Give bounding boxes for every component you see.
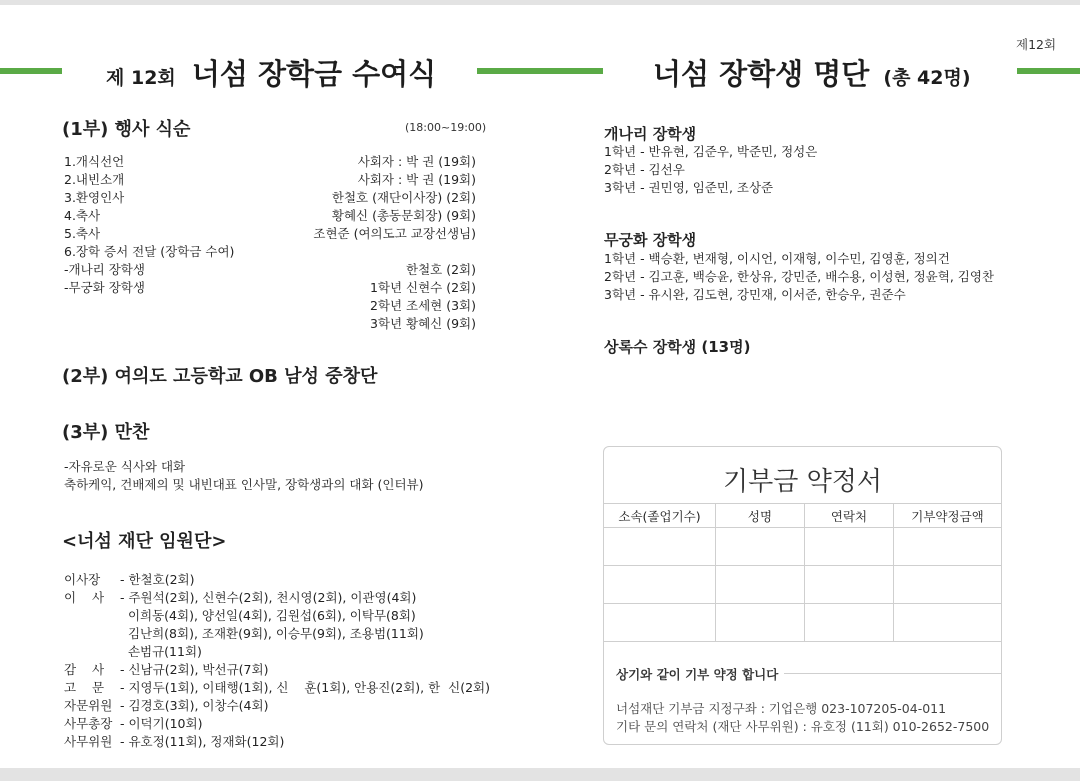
program-row [64,189,476,207]
officer-role: 사무총장 [64,716,113,731]
program-page [0,5,1080,768]
pledge-col-amount: 기부약정금액 [894,504,1002,528]
part1-time: (18:00~19:00) [405,121,487,134]
program-person: 한철호 (2회) [406,262,476,277]
pledge-col-contact: 연락처 [805,504,894,528]
pledge-contact: 기타 문의 연락처 (재단 사무위원) : 유호정 (11회) 010-2652-7500 [616,719,990,734]
officers-heading: <너섬 재단 임원단> [62,531,227,552]
pledge-cell[interactable] [894,604,1002,642]
program-row [64,225,476,243]
officer-row [64,697,268,715]
left-title [106,52,436,93]
officer-names: - 이덕기(10회) [120,716,203,731]
right-title-main: 너섬 장학생 명단 [653,57,870,91]
officer-names: - 유호정(11회), 정재화(12회) [120,734,285,749]
officer-names: - 신남규(2회), 박선규(7회) [120,662,269,677]
pledge-title: 기부금 약정서 [723,467,882,497]
officer-role: 감 사 [64,662,105,677]
pledge-cell[interactable] [894,528,1002,566]
program-row [64,279,476,297]
program-person: 황혜신 (총동문회장) (9회) [331,208,476,223]
pledge-cell[interactable] [805,528,894,566]
officer-role: 이사장 [64,572,101,587]
program-row [64,297,476,315]
officer-row [64,733,284,751]
program-person: 사회자 : 박 권 (19회) [357,154,476,169]
left-title-main: 너섬 장학금 수여식 [191,57,437,91]
pledge-header-row [604,504,1001,528]
header-bar-middle [477,68,603,74]
pledge-cell[interactable] [604,528,716,566]
officer-role: 사무위원 [64,734,113,749]
program-item: 2.내빈소개 [64,172,125,187]
mugunghwa-line-2: 2학년 - 김고훈, 백승윤, 한상유, 강민준, 배수용, 이성현, 정윤혁, 김영찬 [604,269,994,284]
part3-heading: (3부) 만찬 [62,422,150,443]
pledge-statement: 상기와 같이 기부 약정 합니다 [616,667,779,682]
program-row [64,207,476,225]
pledge-account: 너섬재단 기부금 지정구좌 : 기업은행 023-107205-04-011 [616,701,947,716]
header-bar-left [0,68,62,74]
header-bar-right [1017,68,1080,74]
pledge-cell[interactable] [805,604,894,642]
sangroksu-heading: 상록수 장학생 (13명) [604,338,751,356]
pledge-col-affiliation: 소속(졸업기수) [604,504,716,528]
program-item: 1.개식선언 [64,154,125,169]
program-person: 한철호 (재단이사장) (2회) [331,190,476,205]
gaenari-heading: 개나리 장학생 [604,125,697,143]
officer-role: 이 사 [64,590,105,605]
officer-names: - 김경호(3회), 이창수(4회) [120,698,269,713]
mugunghwa-line-3: 3학년 - 유시완, 김도현, 강민재, 이서준, 한승우, 권준수 [604,287,906,302]
program-person: 1학년 신현수 (2회) [369,280,476,295]
program-row [64,315,476,333]
gaenari-line-2: 2학년 - 김선우 [604,162,685,177]
program-person: 조현준 (여의도고 교장선생님) [313,226,476,241]
officer-row [64,589,416,607]
program-row [64,171,476,189]
right-title [653,52,971,93]
pledge-cell[interactable] [894,566,1002,604]
pledge-table [604,503,1001,642]
officer-role: 고 문 [64,680,105,695]
pledge-col-name: 성명 [716,504,805,528]
officer-names: - 한철호(2회) [120,572,195,587]
officer-names: - 주원석(2회), 신현수(2회), 천시영(2회), 이관영(4회) [120,590,417,605]
program-row [64,243,476,261]
program-list [64,153,476,333]
officer-row [64,679,490,697]
pledge-cell[interactable] [604,604,716,642]
part3-line-2: 축하케익, 건배제의 및 내빈대표 인사말, 장학생과의 대화 (인터뷰) [64,477,424,492]
program-item: -무궁화 장학생 [64,280,145,295]
officer-role: 자문위원 [64,698,113,713]
pledge-cell[interactable] [716,528,805,566]
officer-row [64,715,202,733]
pledge-row [604,528,1001,566]
officer-row [64,607,416,625]
program-item: 4.축사 [64,208,101,223]
pledge-cell[interactable] [716,566,805,604]
right-title-suffix: (총 42명) [883,67,971,89]
gaenari-line-1: 1학년 - 반유현, 김준우, 박준민, 정성은 [604,144,818,159]
officer-names: 이희동(4회), 양선일(4회), 김원섭(6회), 이탁무(8회) [120,608,416,623]
officer-names: 김난희(8회), 조재환(9회), 이승무(9회), 조용범(11회) [120,626,424,641]
program-person: 2학년 조세현 (3회) [369,298,476,313]
officer-row [64,643,202,661]
corner-label: 제12회 [1016,37,1057,52]
pledge-row [604,604,1001,642]
pledge-divider [784,673,1001,674]
part1-heading: (1부) 행사 식순 [62,119,191,140]
pledge-cell[interactable] [716,604,805,642]
program-item: 3.환영인사 [64,190,125,205]
officer-row [64,661,268,679]
pledge-card [603,446,1002,745]
officer-row [64,571,195,589]
gaenari-line-3: 3학년 - 권민영, 임준민, 조상준 [604,180,774,195]
officer-names: 손범규(11회) [120,644,202,659]
program-row [64,153,476,171]
mugunghwa-line-1: 1학년 - 백승환, 변재형, 이시언, 이재형, 이수민, 김영훈, 정의건 [604,251,950,266]
program-row [64,261,476,279]
left-title-prefix: 제 12회 [106,67,176,89]
mugunghwa-heading: 무궁화 장학생 [604,231,697,249]
officer-row [64,625,424,643]
pledge-row [604,566,1001,604]
program-item: 6.장학 증서 전달 (장학금 수여) [64,244,235,259]
officer-names: - 지영두(1회), 이태행(1회), 신 훈(1회), 안용진(2회), 한 신(2회) [120,680,490,695]
program-item: 5.축사 [64,226,101,241]
program-person: 3학년 황혜신 (9회) [369,316,476,331]
pledge-cell[interactable] [805,566,894,604]
part2-heading: (2부) 여의도 고등학교 OB 남성 중창단 [62,366,378,387]
pledge-cell[interactable] [604,566,716,604]
program-person: 사회자 : 박 권 (19회) [357,172,476,187]
program-item: -개나리 장학생 [64,262,145,277]
part3-line-1: -자유로운 식사와 대화 [64,459,186,474]
